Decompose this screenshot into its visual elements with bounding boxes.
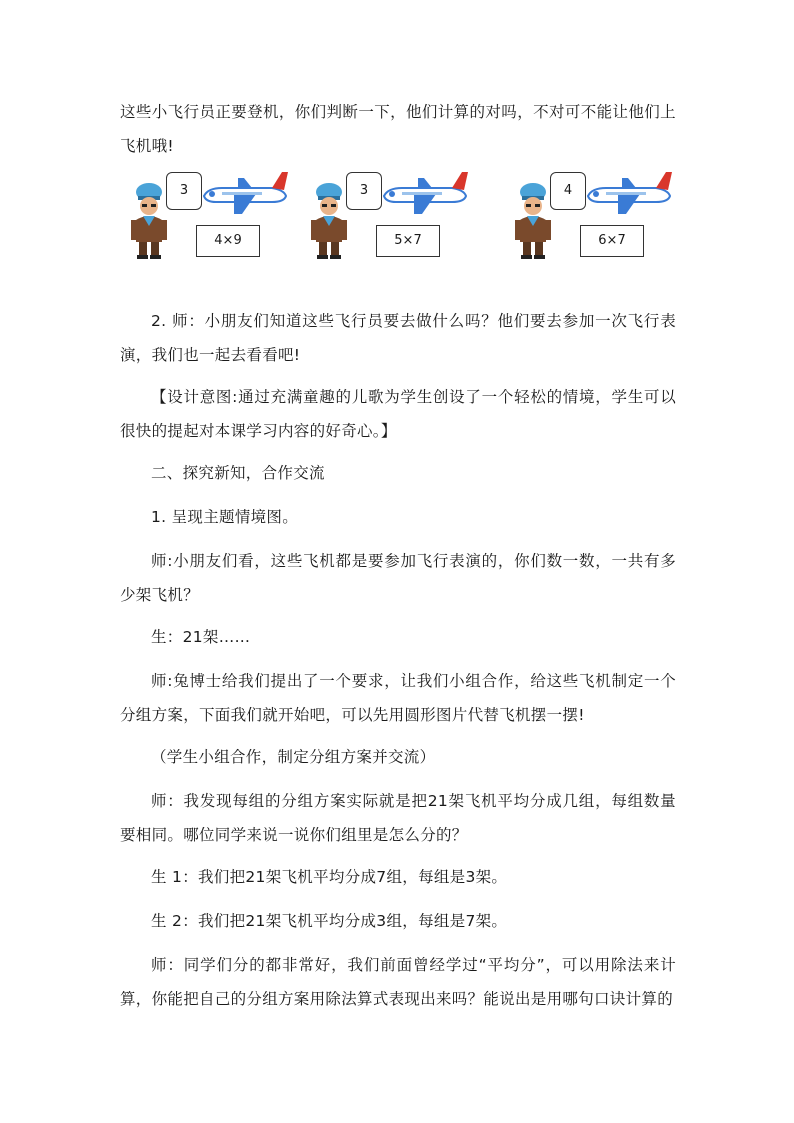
paragraph-teacher-question: 2. 师：小朋友们知道这些飞行员要去做什么吗？他们要去参加一次飞行表演，我们也一起去看看吧!	[120, 312, 676, 364]
paragraph-design-intent: 【设计意图:通过充满童趣的儿歌为学生创设了一个轻松的情境，学生可以很快的提起对本课学习内容的好奇心。】	[120, 388, 676, 440]
paragraph-teacher-division: 师：同学们分的都非常好，我们前面曾经学过“平均分”，可以用除法来计算，你能把自己的分组方案用除法算式表现出来吗？能说出是用哪句口诀计算的	[120, 956, 676, 1008]
paragraph-student-2: 生 2：我们把21架飞机平均分成3组，每组是7架。	[151, 912, 508, 930]
answer-bubble: 4	[550, 172, 586, 210]
answer-bubble: 3	[166, 172, 202, 210]
paragraph-activity: （学生小组合作，制定分组方案并交流）	[151, 748, 436, 766]
paragraph-group-task: 师:兔博士给我们提出了一个要求，让我们小组合作，给这些飞机制定一个分组方案，下面我们就开始吧，可以先用圆形图片代替飞机摆一摆!	[120, 672, 676, 724]
pilot-icon	[128, 180, 170, 260]
pilot-card-1	[128, 170, 288, 262]
section-heading: 二、探究新知，合作交流	[151, 464, 325, 482]
airplane-icon	[198, 170, 288, 216]
paragraph-student-1: 生 1：我们把21架飞机平均分成7组，每组是3架。	[151, 868, 508, 886]
expression-box: 5×7	[376, 225, 440, 257]
airplane-icon	[378, 170, 468, 216]
expression-box: 6×7	[580, 225, 644, 257]
pilot-icon	[308, 180, 350, 260]
paragraph-count-planes: 师:小朋友们看，这些飞机都是要参加飞行表演的，你们数一数，一共有多少架飞机？	[120, 552, 676, 604]
pilot-card-2	[308, 170, 468, 262]
intro-paragraph: 这些小飞行员正要登机，你们判断一下，他们计算的对吗，不对可不能让他们上飞机哦!	[120, 103, 676, 155]
pilot-card-3	[512, 170, 672, 262]
pilot-icon	[512, 180, 554, 260]
airplane-icon	[582, 170, 672, 216]
answer-bubble: 3	[346, 172, 382, 210]
paragraph-teacher-found: 师：我发现每组的分组方案实际就是把21架飞机平均分成几组，每组数量要相同。哪位同学来说一说你们组里是怎么分的？	[120, 792, 676, 844]
paragraph-present-scene: 1. 呈现主题情境图。	[151, 508, 299, 526]
paragraph-student-answer: 生：21架……	[151, 628, 251, 646]
expression-box: 4×9	[196, 225, 260, 257]
